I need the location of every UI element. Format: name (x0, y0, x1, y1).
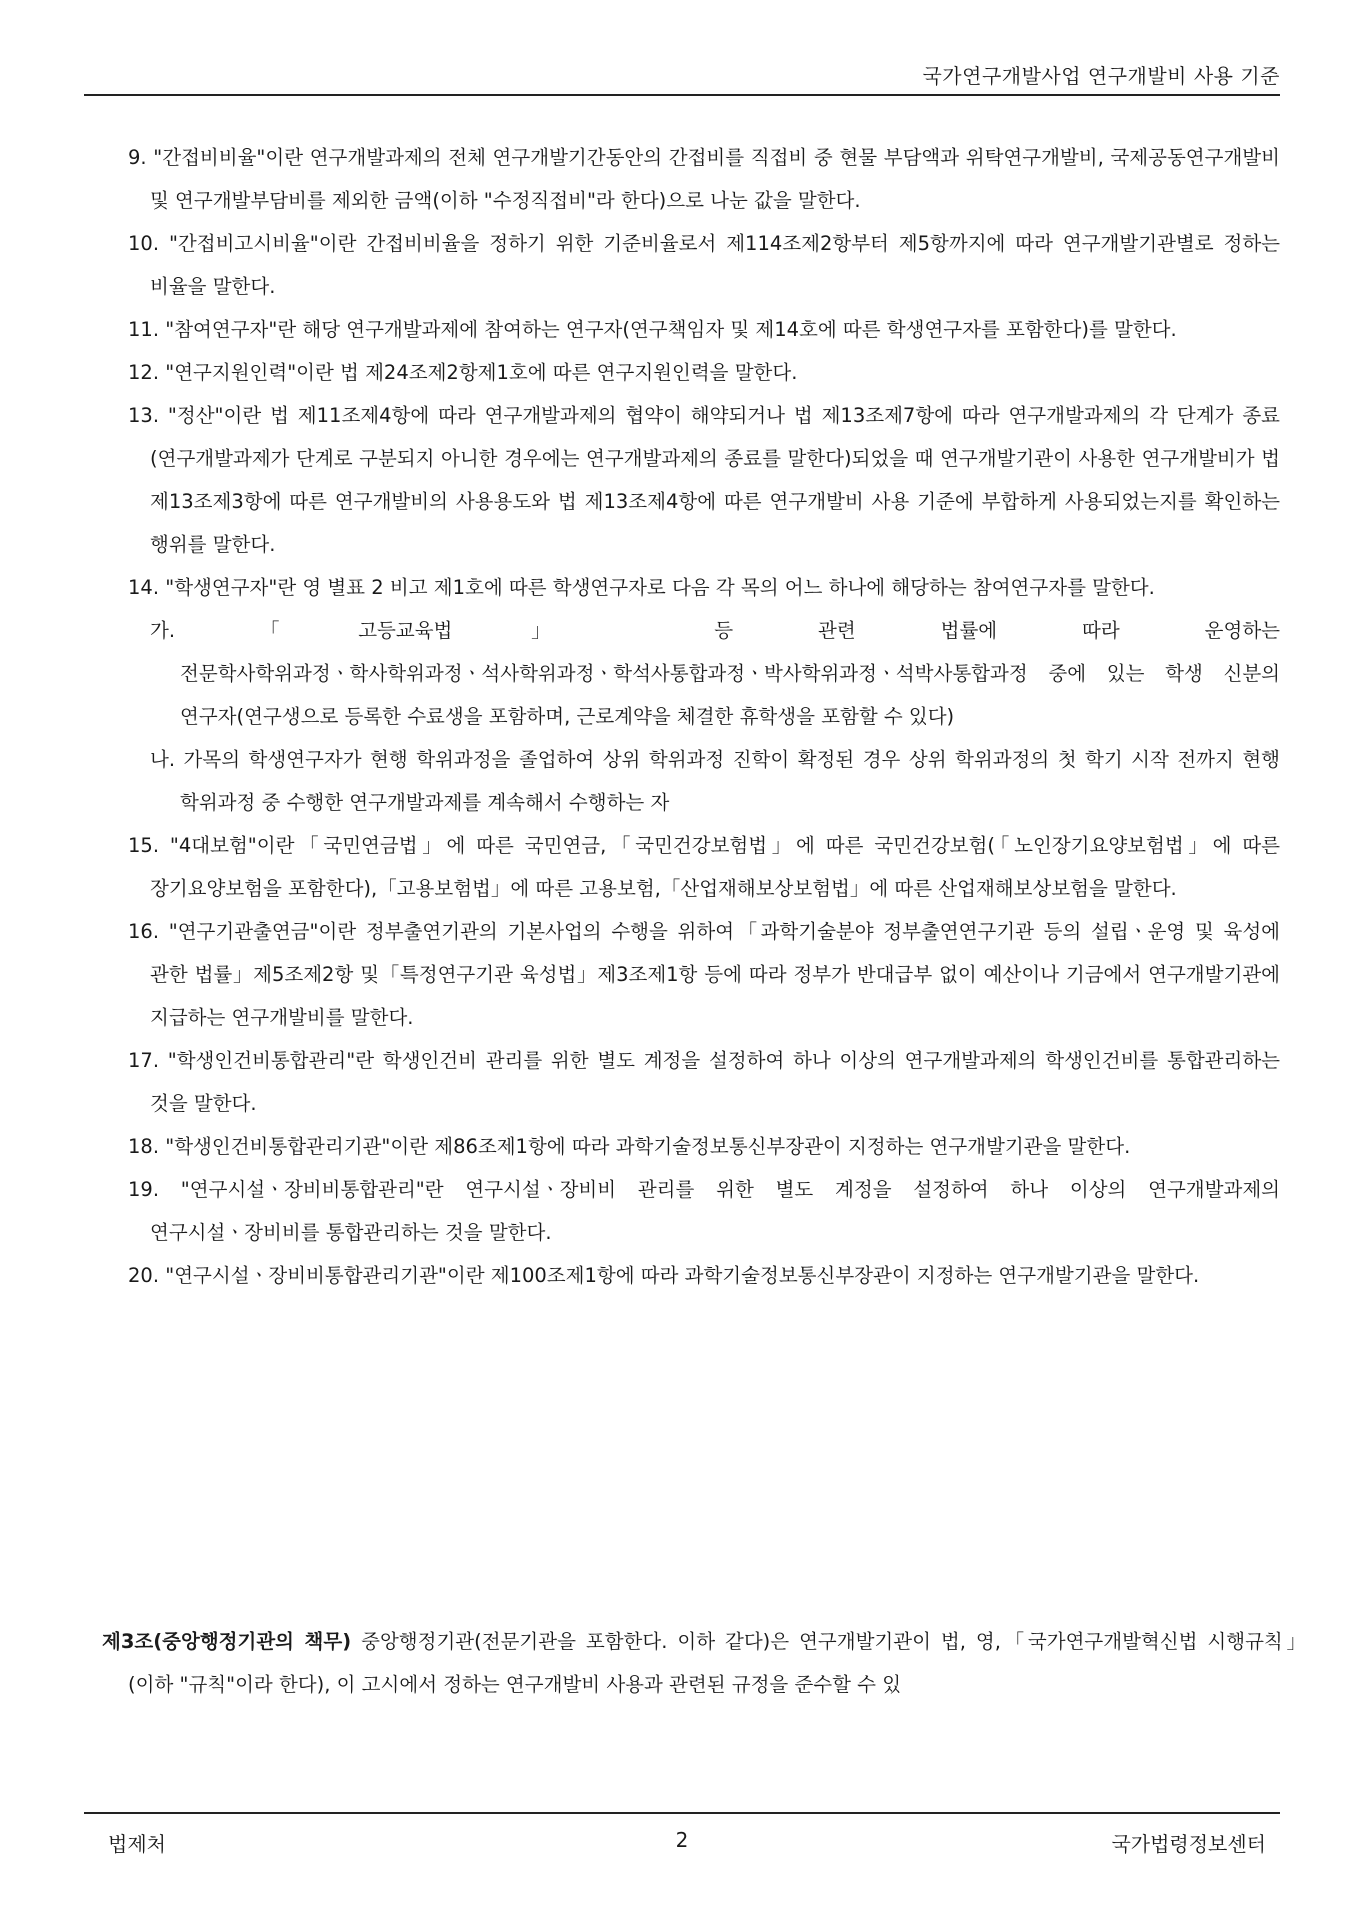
list-item (128, 910, 1280, 1039)
item-number: 13. (128, 404, 160, 427)
item-text: "학생인건비통합관리기관"이란 제86조제1항에 따라 과학기술정보통신부장관이 지정하는 연구개발기관을 말한다. (165, 1135, 1131, 1158)
item-text: "4대보험"이란「국민연금법」에 따른 국민연금,「국민건강보험법」에 따른 국민건강보험(「노인장기요양보험법」에 따른 장기요양보험을 포함한다),「고용보험법」에 따른 고용보험,「산업재해보상보험법」에 따른 산업재해보상보험을 말한다. (150, 834, 1280, 900)
item-text: "연구시설ㆍ장비비통합관리"란 연구시설ㆍ장비비 관리를 위한 별도 계정을 설정하여 하나 이상의 연구개발과제의 연구시설ㆍ장비비를 통합관리하는 것을 말한다. (150, 1178, 1280, 1244)
item-number: 16. (128, 920, 160, 943)
article-text: 중앙행정기관(전문기관을 포함한다. 이하 같다)은 연구개발기관이 법, 영,「국가연구개발혁신법 시행규칙」(이하 "규칙"이라 한다), 이 고시에서 정하는 연구개발비 사용과 관련된 규정을 준수할 수 있 (128, 1630, 1307, 1696)
subitem-text: 가목의 학생연구자가 현행 학위과정을 졸업하여 상위 학위과정 진학이 확정된 경우 상위 학위과정의 첫 학기 시작 전까지 현행 학위과정 중 수행한 연구개발과제를 계속해서 수행하는 자 (180, 748, 1280, 814)
item-text: "참여연구자"란 해당 연구개발과제에 참여하는 연구자(연구책임자 및 제14호에 따른 학생연구자를 포함한다)를 말한다. (165, 318, 1177, 341)
article-heading: 제3조(중앙행정기관의 책무) (102, 1630, 352, 1653)
footer-publisher: 법제처 (108, 1832, 166, 1856)
header-title: 국가연구개발사업 연구개발비 사용 기준 (922, 64, 1280, 88)
sub-list-item (128, 738, 1280, 824)
page-number: 2 (675, 1828, 689, 1852)
item-number: 14. (128, 576, 160, 599)
list-item (128, 1125, 1280, 1168)
sub-list-item (128, 609, 1280, 738)
item-text: "연구지원인력"이란 법 제24조제2항제1호에 따른 연구지원인력을 말한다. (165, 361, 798, 384)
item-number: 12. (128, 361, 160, 384)
definitions-list (128, 136, 1280, 1297)
page-footer (84, 1812, 1280, 1874)
list-item (128, 824, 1280, 910)
item-number: 15. (128, 834, 160, 857)
page-header (84, 58, 1280, 96)
item-number: 18. (128, 1135, 160, 1158)
item-text: "정산"이란 법 제11조제4항에 따라 연구개발과제의 협약이 해약되거나 법 제13조제7항에 따라 연구개발과제의 각 단계가 종료(연구개발과제가 단계로 구분되지 아니한 경우에는 연구개발과제의 종료를 말한다)되었을 때 연구개발기관이 사용한 연구개발비가 법 제13조제3항에 따른 연구개발비의 사용용도와 법 제13조제4항에 따른 연구개발비 사용 기준에 부합하게 사용되었는지를 확인하는 행위를 말한다. (150, 404, 1280, 556)
item-number: 9. (128, 146, 147, 169)
item-number: 11. (128, 318, 160, 341)
item-number: 20. (128, 1264, 160, 1287)
article-3 (102, 1620, 1306, 1706)
item-text: "연구시설ㆍ장비비통합관리기관"이란 제100조제1항에 따라 과학기술정보통신부장관이 지정하는 연구개발기관을 말한다. (165, 1264, 1200, 1287)
item-text: "연구기관출연금"이란 정부출연기관의 기본사업의 수행을 위하여「과학기술분야 정부출연연구기관 등의 설립ㆍ운영 및 육성에 관한 법률」제5조제2항 및「특정연구기관 육성법」제3조제1항 등에 따라 정부가 반대급부 없이 예산이나 기금에서 연구개발기관에 지급하는 연구개발비를 말한다. (150, 920, 1280, 1029)
list-item (128, 308, 1280, 351)
list-item (128, 394, 1280, 566)
list-item (128, 136, 1280, 222)
item-number: 19. (128, 1178, 160, 1201)
item-text: "학생인건비통합관리"란 학생인건비 관리를 위한 별도 계정을 설정하여 하나 이상의 연구개발과제의 학생인건비를 통합관리하는 것을 말한다. (150, 1049, 1281, 1115)
list-item (128, 1254, 1280, 1297)
list-item (128, 1168, 1280, 1254)
subitem-text: 「고등교육법」 등 관련 법률에 따라 운영하는 전문학사학위과정ㆍ학사학위과정ㆍ석사학위과정ㆍ학석사통합과정ㆍ박사학위과정ㆍ석박사통합과정 중에 있는 학생 신분의 연구자(연구생으로 등록한 수료생을 포함하며, 근로계약을 체결한 휴학생을 포함할 수 있다) (180, 619, 1280, 728)
list-item (128, 351, 1280, 394)
item-text: "간접비고시비율"이란 간접비비율을 정하기 위한 기준비율로서 제114조제2항부터 제5항까지에 따라 연구개발기관별로 정하는 비율을 말한다. (150, 232, 1281, 298)
subitem-number: 나. (150, 748, 176, 771)
item-number: 17. (128, 1049, 160, 1072)
list-item (128, 222, 1280, 308)
footer-source: 국가법령정보센터 (1111, 1832, 1266, 1856)
list-item (128, 566, 1280, 609)
list-item (128, 1039, 1280, 1125)
subitem-number: 가. (150, 619, 176, 642)
item-number: 10. (128, 232, 160, 255)
item-text: "학생연구자"란 영 별표 2 비고 제1호에 따른 학생연구자로 다음 각 목의 어느 하나에 해당하는 참여연구자를 말한다. (165, 576, 1155, 599)
item-text: "간접비비율"이란 연구개발과제의 전체 연구개발기간동안의 간접비를 직접비 중 현물 부담액과 위탁연구개발비, 국제공동연구개발비 및 연구개발부담비를 제외한 금액(이하 "수정직접비"라 한다)으로 나눈 값을 말한다. (150, 146, 1280, 212)
